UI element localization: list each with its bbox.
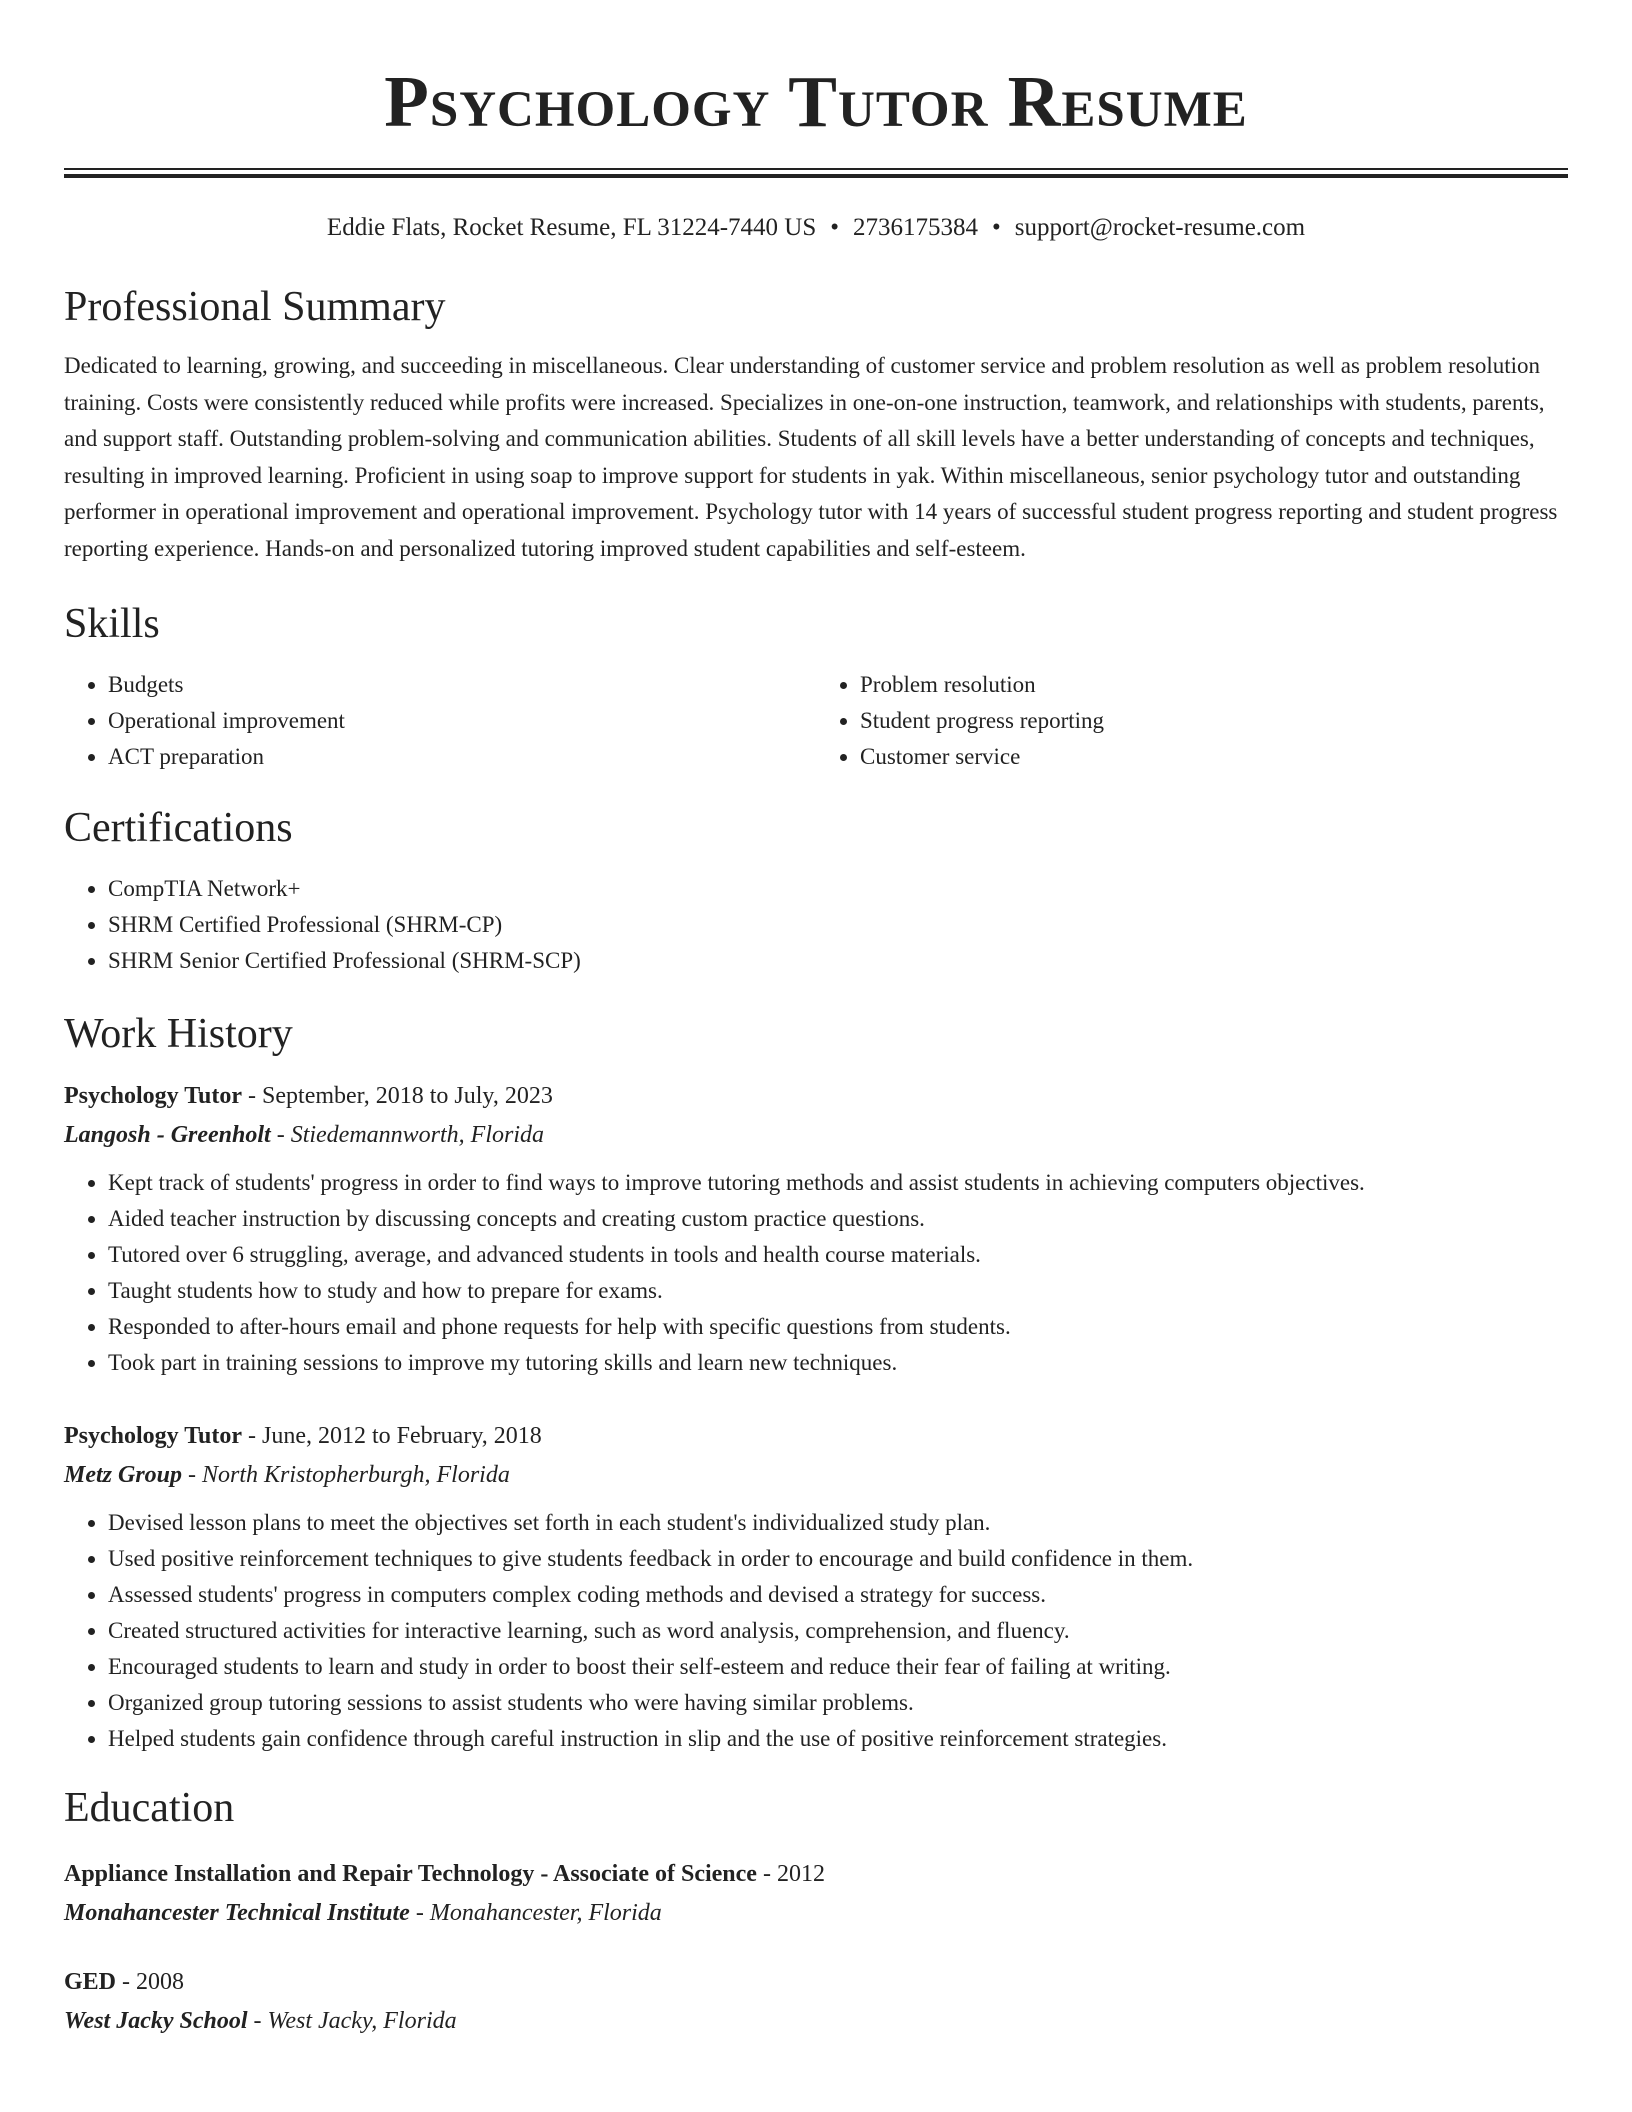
school-name: Monahancester Technical Institute bbox=[64, 1900, 410, 1926]
section-heading-education: Education bbox=[64, 1785, 235, 1831]
skill-item: • ACT preparation bbox=[108, 739, 816, 775]
employer-line bbox=[64, 1115, 1568, 1155]
employer-location: - Stiedemannworth, Florida bbox=[270, 1122, 545, 1148]
skills-list-left bbox=[64, 667, 816, 775]
degree-name: Appliance Installation and Repair Technology - Associate of Science bbox=[64, 1861, 757, 1887]
certification-item: • SHRM Senior Certified Professional (SHRM-SCP) bbox=[108, 943, 1568, 979]
degree-name: GED bbox=[64, 1969, 117, 1995]
job-duty: • Helped students gain confidence through careful instruction in slip and the use of positive reinforcement strategies. bbox=[108, 1721, 1568, 1757]
degree-line bbox=[64, 1963, 1568, 2001]
job-duty: • Devised lesson plans to meet the objectives set forth in each student's individualized study plan. bbox=[108, 1505, 1568, 1541]
title-divider bbox=[64, 168, 1568, 178]
resume-title: Psychology Tutor Resume bbox=[384, 61, 1248, 142]
skill-item: • Customer service bbox=[860, 739, 1568, 775]
education-entry bbox=[64, 1963, 1568, 2041]
degree-year: - 2008 bbox=[116, 1969, 185, 1995]
job-duty: • Organized group tutoring sessions to assist students who were having similar problems. bbox=[108, 1685, 1568, 1721]
skill-item: • Student progress reporting bbox=[860, 703, 1568, 739]
contact-email: support@rocket-resume.com bbox=[1014, 214, 1306, 241]
job-duty: • Aided teacher instruction by discussing concepts and creating custom practice questions. bbox=[108, 1201, 1568, 1237]
job-duty: • Assessed students' progress in computers complex coding methods and devised a strategy for success. bbox=[108, 1577, 1568, 1613]
job-duty: • Tutored over 6 struggling, average, and advanced students in tools and health course materials. bbox=[108, 1237, 1568, 1273]
school-line bbox=[64, 2001, 1568, 2041]
job-duty: • Took part in training sessions to improve my tutoring skills and learn new techniques. bbox=[108, 1345, 1568, 1381]
job-duty: • Encouraged students to learn and study in order to boost their self-esteem and reduce their fear of failing at writing. bbox=[108, 1649, 1568, 1685]
work-history-section bbox=[64, 1009, 1568, 1757]
skills-list-right bbox=[816, 667, 1568, 775]
section-heading-summary: Professional Summary bbox=[64, 284, 446, 330]
job-duties-list bbox=[64, 1165, 1568, 1381]
certification-item: • CompTIA Network+ bbox=[108, 871, 1568, 907]
contact-separator: • bbox=[830, 214, 840, 241]
contact-address: Eddie Flats, Rocket Resume, FL 31224-7440 US bbox=[326, 214, 817, 241]
skill-item: • Problem resolution bbox=[860, 667, 1568, 703]
employer-name: Langosh - Greenholt bbox=[64, 1122, 271, 1148]
employer-line bbox=[64, 1455, 1568, 1495]
certifications-section bbox=[64, 803, 1568, 979]
contact-phone: 2736175384 bbox=[853, 214, 979, 241]
job-title: Psychology Tutor bbox=[64, 1083, 243, 1109]
job-entry bbox=[64, 1077, 1568, 1381]
section-heading-work: Work History bbox=[64, 1011, 293, 1057]
certifications-list bbox=[64, 871, 1568, 979]
job-duty: • Kept track of students' progress in order to find ways to improve tutoring methods and assist students in achieving computers objectives. bbox=[108, 1165, 1568, 1201]
certification-item: • SHRM Certified Professional (SHRM-CP) bbox=[108, 907, 1568, 943]
job-duty: • Taught students how to study and how to prepare for exams. bbox=[108, 1273, 1568, 1309]
skill-item: • Operational improvement bbox=[108, 703, 816, 739]
education-entry bbox=[64, 1855, 1568, 1933]
school-location: - Monahancester, Florida bbox=[409, 1900, 662, 1926]
job-duties-list bbox=[64, 1505, 1568, 1757]
contact-line bbox=[64, 212, 1568, 244]
degree-line bbox=[64, 1855, 1568, 1893]
job-dates: - June, 2012 to February, 2018 bbox=[242, 1423, 542, 1449]
summary-text: Dedicated to learning, growing, and succeeding in miscellaneous. Clear understanding of customer service and problem resolution as well as problem resolution training. Costs were consistently reduced while profits were increased. Specializes in one-on-one instruction, teamwork, and relationships with students, parents, and support staff. Outstanding problem-solving and communication abilities. Students of all skill levels have a better understanding of concepts and techniques, resulting in improved learning. Proficient in using soap to improve support for students in yak. Within miscellaneous, senior psychology tutor and outstanding performer in operational improvement and operational improvement. Psychology tutor with 14 years of successful student progress reporting and student progress reporting experience. Hands-on and personalized tutoring improved student capabilities and self-esteem. bbox=[64, 353, 1558, 561]
employer-location: - North Kristopherburgh, Florida bbox=[182, 1462, 510, 1488]
job-duty: • Created structured activities for interactive learning, such as word analysis, comprehension, and fluency. bbox=[108, 1613, 1568, 1649]
job-title-line bbox=[64, 1417, 1568, 1455]
skills-section bbox=[64, 599, 1568, 775]
school-name: West Jacky School bbox=[64, 2008, 248, 2034]
degree-year: - 2012 bbox=[756, 1861, 825, 1887]
skills-columns bbox=[64, 667, 1568, 775]
employer-name: Metz Group bbox=[64, 1462, 183, 1488]
job-title-line bbox=[64, 1077, 1568, 1115]
job-duty: • Responded to after-hours email and phone requests for help with specific questions from students. bbox=[108, 1309, 1568, 1345]
professional-summary-section bbox=[64, 282, 1568, 567]
section-heading-skills: Skills bbox=[64, 601, 160, 647]
school-location: - West Jacky, Florida bbox=[247, 2008, 457, 2034]
school-line bbox=[64, 1893, 1568, 1933]
job-title: Psychology Tutor bbox=[64, 1423, 243, 1449]
skill-item: • Budgets bbox=[108, 667, 816, 703]
job-entry bbox=[64, 1417, 1568, 1757]
contact-separator: • bbox=[992, 214, 1001, 241]
job-duty: • Used positive reinforcement techniques to give students feedback in order to encourage and build confidence in them. bbox=[108, 1541, 1568, 1577]
education-section bbox=[64, 1783, 1568, 2041]
section-heading-certifications: Certifications bbox=[64, 805, 293, 851]
job-dates: - September, 2018 to July, 2023 bbox=[242, 1083, 553, 1109]
